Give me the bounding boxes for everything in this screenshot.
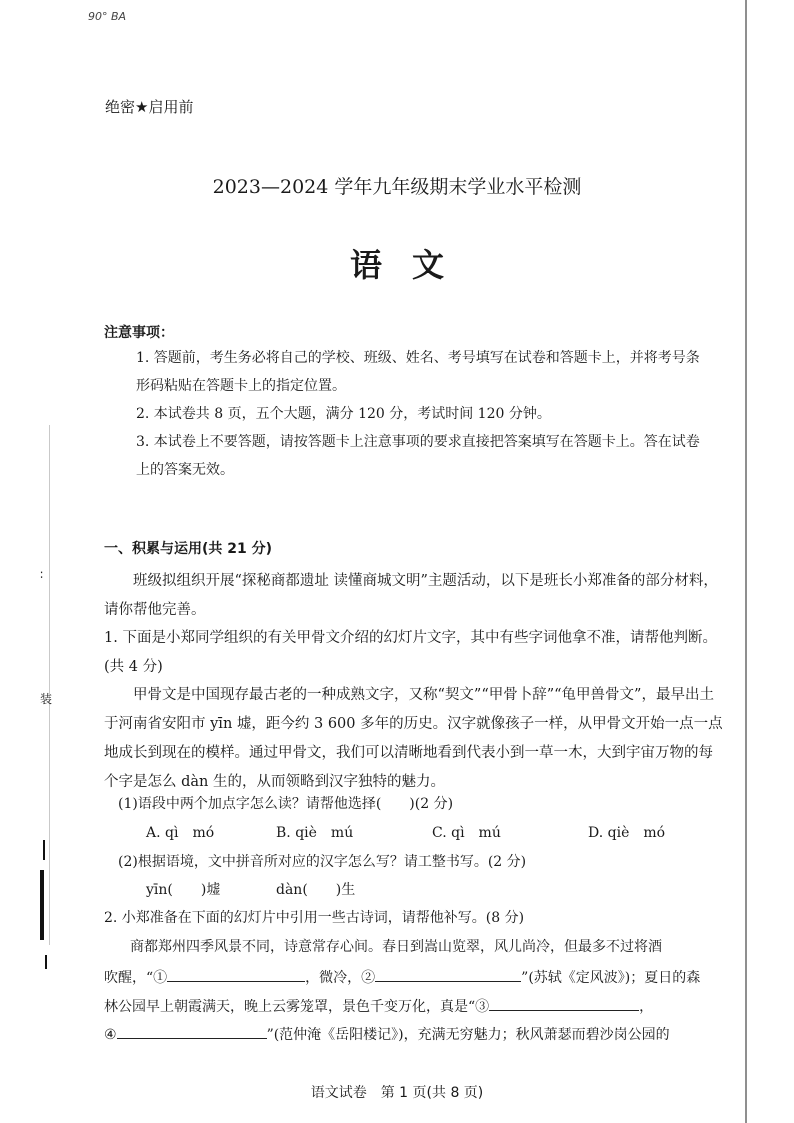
notice-heading: 注意事项： <box>104 325 174 341</box>
binding-mark-line <box>43 840 45 860</box>
question-2-stem: 2. 小郑准备在下面的幻灯片中引用一些古诗词，请帮他补写。(8 分) <box>104 910 525 926</box>
answer-blank-2 <box>375 965 521 982</box>
scan-mark: 90° BA <box>88 10 127 23</box>
question-1-stem: 1. 下面是小郑同学组织的有关甲骨文介绍的幻灯片文字，其中有些字词他拿不准，请帮他判断。(共 4 分) <box>104 630 717 675</box>
line-text: 林公园早上朝霞满天，晚上云雾笼罩，景色千变万化，真是“③ <box>104 999 490 1015</box>
answer-blank-3 <box>489 994 639 1011</box>
notice-item: 3. 本试卷上不要答题，请按答题卡上注意事项的要求直接把答案填写在答题卡上。答在试卷上的答案无效。 <box>136 434 700 478</box>
pinyin-blank-2: dàn( )生 <box>276 882 356 898</box>
notice-list <box>136 344 702 484</box>
secret-label: 绝密★启用前 <box>105 98 194 116</box>
answer-blank-1 <box>167 965 305 982</box>
option-a: A. qì mó <box>146 825 215 841</box>
question-2-line <box>104 965 700 987</box>
binding-mark-line <box>45 955 47 969</box>
subject-title: 语文 <box>349 246 474 284</box>
exam-title: 2023—2024 学年九年级期末学业水平检测 <box>212 176 582 198</box>
question-2-line: 商都郑州四季风景不同，诗意常存心间。春日到嵩山览翠，风儿尚冷，但最多不过将酒 <box>130 939 662 955</box>
line-text: 吹醒，“① <box>104 970 168 986</box>
question-2-line <box>104 1022 670 1044</box>
line-text: ④ <box>104 1027 117 1043</box>
page-footer: 语文试卷 第 1 页(共 8 页) <box>310 1085 484 1101</box>
question-1-sub1: (1)语段中两个加点字怎么读？请帮他选择( )(2 分) <box>118 796 454 812</box>
section-heading: 一、积累与运用(共 21 分) <box>104 541 273 557</box>
question-1-sub2: (2)根据语境，文中拼音所对应的汉字怎么写？请工整书写。(2 分) <box>118 854 527 870</box>
notice-item: 2. 本试卷共 8 页，五个大题，满分 120 分，考试时间 120 分钟。 <box>136 406 551 422</box>
binding-line <box>49 425 50 945</box>
notice-item: 1. 答题前，考生务必将自己的学校、班级、姓名、考号填写在试卷和答题卡上，并将考号条形码粘贴在答题卡上的指定位置。 <box>136 350 700 394</box>
question-2-line <box>104 994 653 1016</box>
line-text: ，微冷，② <box>305 970 376 986</box>
line-text: ”(范仲淹《岳阳楼记》)，充满无穷魅力；秋风萧瑟而碧沙岗公园的 <box>266 1027 670 1043</box>
option-d: D. qiè mó <box>588 825 666 841</box>
binding-mark: 装 <box>40 692 53 706</box>
pinyin-blank-1: yīn( )墟 <box>146 882 221 898</box>
line-text: ， <box>639 999 654 1015</box>
option-c: C. qì mú <box>432 825 501 841</box>
option-b: B. qiè mú <box>276 825 354 841</box>
section-intro: 班级拟组织开展“探秘商都遗址 读懂商城文明”主题活动，以下是班长小郑准备的部分材料，请你帮他完善。 <box>104 573 718 618</box>
question-1-passage: 甲骨文是中国现存最古老的一种成熟文字，又称“契文”“甲骨卜辞”“龟甲兽骨文”，最早出土于河南省安阳市 yīn 墟，距今约 3 600 多年的历史。汉字就像孩子一样，从甲骨文开始一点一点地成长到现在的模样。通过甲骨文，我们可以清晰地看到代表小到一草一木，大到宇宙万物的每个字是怎么 dàn 生的，从而领略到汉字独特的魅力。 <box>104 687 723 790</box>
binding-mark-line <box>40 870 44 940</box>
answer-blank-4 <box>117 1022 267 1039</box>
scan-edge-line <box>745 0 747 1123</box>
line-text: ”(苏轼《定风波》)；夏日的森 <box>521 970 701 986</box>
binding-mark: ∶ <box>40 568 44 582</box>
